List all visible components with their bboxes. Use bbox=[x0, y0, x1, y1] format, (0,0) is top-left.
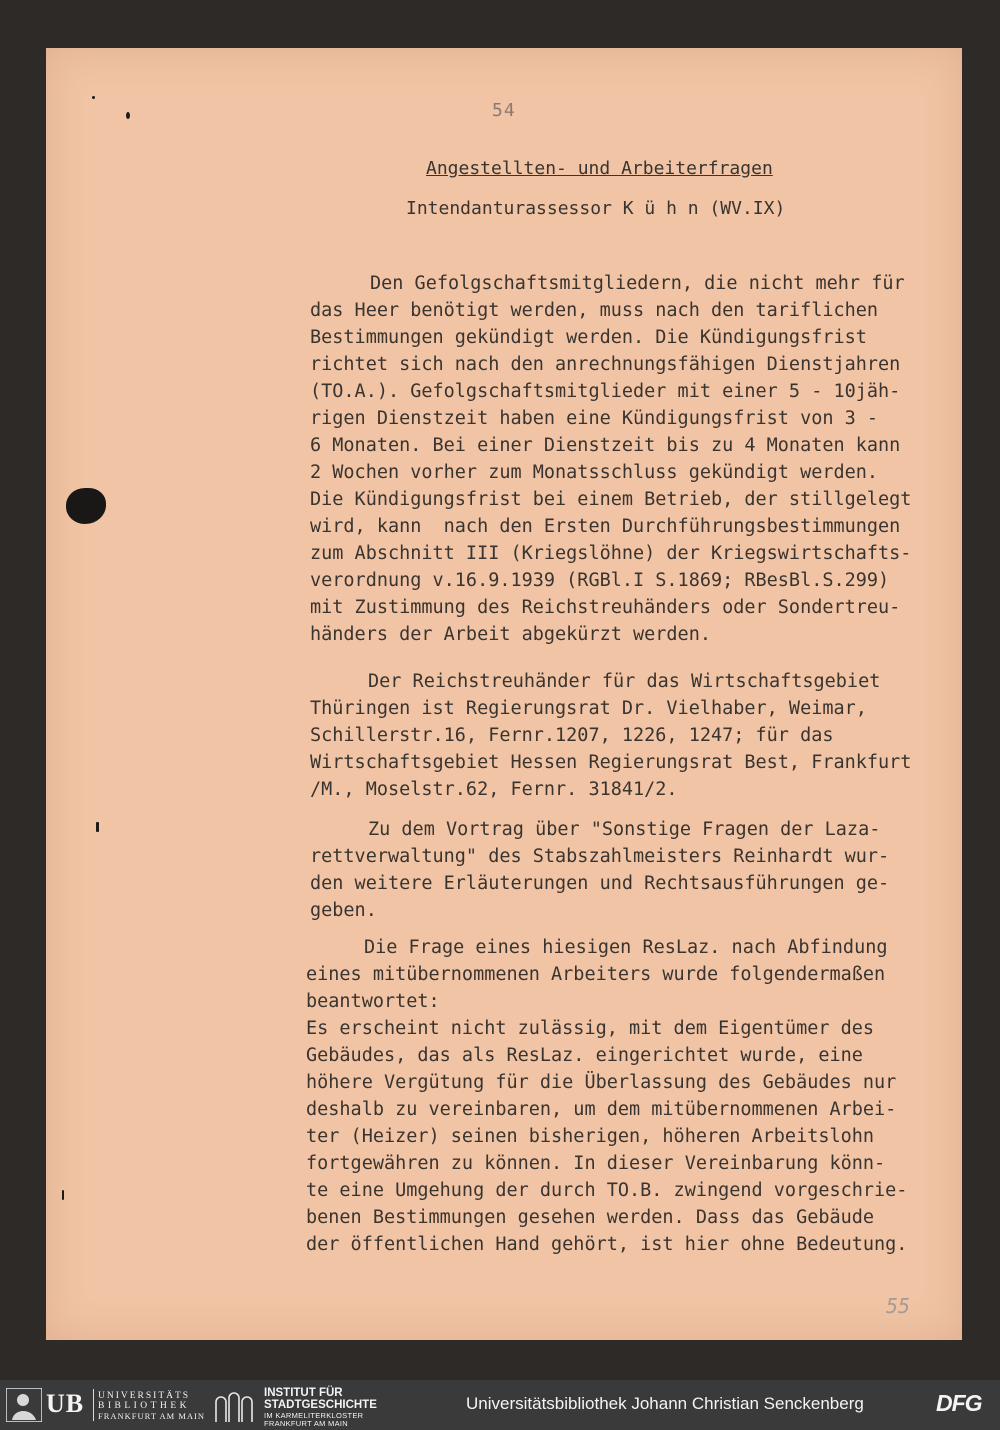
page-number: 54 bbox=[492, 100, 516, 121]
text-line: Die Kündigungsfrist bei einem Betrieb, der stillgelegt bbox=[310, 489, 912, 510]
text-line: Der Reichstreuhänder für das Wirtschaftsgebiet bbox=[368, 671, 881, 692]
ub-logo-text: UB bbox=[46, 1389, 85, 1418]
text-line: beantwortet: bbox=[306, 991, 440, 1012]
text-line: Bestimmungen gekündigt werden. Die Kündigungsfrist bbox=[310, 327, 867, 348]
text-line: Schillerstr.16, Fernr.1207, 1226, 1247; für das bbox=[310, 725, 834, 746]
text-line: rigen Dienstzeit haben eine Kündigungsfrist von 3 - bbox=[310, 408, 879, 429]
document-subtitle: Intendanturassessor K ü h n (WV.IX) bbox=[406, 198, 786, 219]
text-line: Die Frage eines hiesigen ResLaz. nach Abfindung bbox=[364, 937, 888, 958]
margin-speck bbox=[62, 1190, 64, 1200]
text-line: 2 Wochen vorher zum Monatsschluss gekündigt werden. bbox=[310, 462, 879, 483]
text-line: zum Abschnitt III (Kriegslöhne) der Kriegswirtschafts- bbox=[310, 543, 912, 564]
text-line: eines mitübernommenen Arbeiters wurde folgendermaßen bbox=[306, 964, 886, 985]
text-line: deshalb zu vereinbaren, um dem mitübernommenen Arbei- bbox=[306, 1099, 897, 1120]
text-line: das Heer benötigt werden, muss nach den tariflichen bbox=[310, 300, 879, 321]
ub-line1: UNIVERSITÄTS bbox=[98, 1391, 191, 1401]
text-line: 6 Monaten. Bei einer Dienstzeit bis zu 4 Monaten kann bbox=[310, 435, 901, 456]
margin-speck bbox=[92, 96, 95, 99]
text-line: Gebäudes, das als ResLaz. eingerichtet wurde, eine bbox=[306, 1045, 863, 1066]
ub-line3: FRANKFURT AM MAIN bbox=[98, 1411, 206, 1421]
text-line: Den Gefolgschaftsmitgliedern, die nicht mehr für bbox=[370, 273, 905, 294]
text-line: richtet sich nach den anrechnungsfähigen Dienstjahren bbox=[310, 354, 901, 375]
text-line: geben. bbox=[310, 900, 377, 921]
dfg-logo: DFG bbox=[936, 1390, 982, 1416]
text-line: Thüringen ist Regierungsrat Dr. Vielhaber, Weimar, bbox=[310, 698, 867, 719]
text-line: (TO.A.). Gefolgschaftsmitglieder mit einer 5 - 10jäh- bbox=[310, 381, 901, 402]
library-name: Universitätsbibliothek Johann Christian Senckenberg bbox=[466, 1394, 864, 1413]
isg-arches-logo bbox=[214, 1388, 254, 1422]
text-line: Es erscheint nicht zulässig, mit dem Eigentümer des bbox=[306, 1018, 875, 1039]
text-line: Zu dem Vortrag über "Sonstige Fragen der Laza- bbox=[368, 819, 881, 840]
paragraph-3 bbox=[310, 816, 889, 924]
ub-portrait-logo bbox=[6, 1388, 42, 1422]
margin-speck bbox=[126, 112, 130, 119]
divider bbox=[93, 1389, 94, 1421]
paragraph-1 bbox=[310, 270, 911, 648]
paragraph-2 bbox=[310, 668, 911, 803]
footer-bar bbox=[0, 1380, 1000, 1430]
text-line: ter (Heizer) seinen bisherigen, höheren Arbeitslohn bbox=[306, 1126, 875, 1147]
isg-line3: IM KARMELITERKLOSTER bbox=[264, 1411, 364, 1420]
text-line: händers der Arbeit abgekürzt werden. bbox=[310, 624, 711, 645]
isg-line2: STADTGESCHICHTE bbox=[264, 1399, 377, 1411]
text-line: verordnung v.16.9.1939 (RGBl.I S.1869; RBesBl.S.299) bbox=[310, 570, 890, 591]
text-line: /M., Moselstr.62, Fernr. 31841/2. bbox=[310, 779, 678, 800]
document-title: Angestellten- und Arbeiterfragen bbox=[426, 158, 773, 179]
text-line: te eine Umgehung der durch TO.B. zwingend vorgeschrie- bbox=[306, 1180, 908, 1201]
isg-line4: FRANKFURT AM MAIN bbox=[264, 1419, 348, 1428]
text-line: mit Zustimmung des Reichstreuhänders oder Sondertreu- bbox=[310, 597, 901, 618]
text-line: den weitere Erläuterungen und Rechtsausführungen ge- bbox=[310, 873, 890, 894]
text-line: fortgewähren zu können. In dieser Vereinbarung könn- bbox=[306, 1153, 886, 1174]
paragraph-4 bbox=[306, 934, 907, 1258]
text-line: wird, kann nach den Ersten Durchführungsbestimmungen bbox=[310, 516, 901, 537]
isg-line1: INSTITUT FÜR bbox=[264, 1387, 343, 1399]
text-line: der öffentlichen Hand gehört, ist hier ohne Bedeutung. bbox=[306, 1234, 908, 1255]
handwritten-page-number: 55 bbox=[886, 1294, 911, 1318]
text-line: benen Bestimmungen gesehen werden. Dass das Gebäude bbox=[306, 1207, 875, 1228]
text-line: höhere Vergütung für die Überlassung des Gebäudes nur bbox=[306, 1072, 897, 1093]
text-line: rettverwaltung" des Stabszahlmeisters Reinhardt wur- bbox=[310, 846, 890, 867]
margin-speck bbox=[96, 822, 99, 832]
text-line: Wirtschaftsgebiet Hessen Regierungsrat Best, Frankfurt bbox=[310, 752, 912, 773]
ub-line2: BIBLIOTHEK bbox=[98, 1401, 190, 1411]
